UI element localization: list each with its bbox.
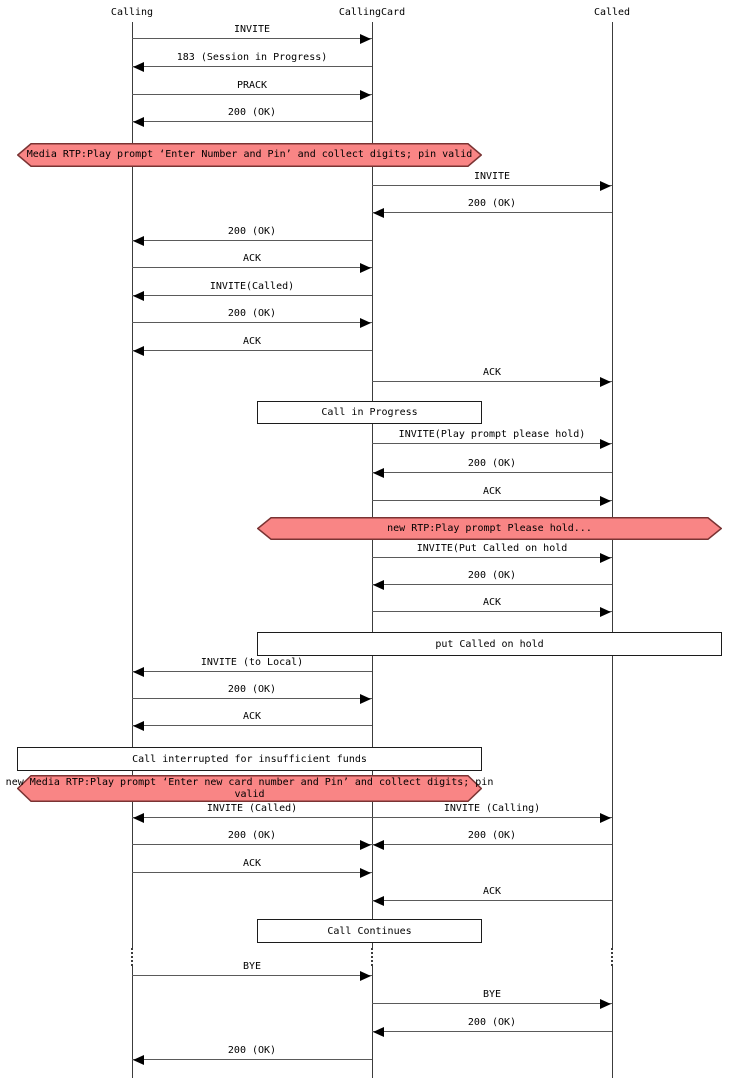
message-label: ACK [242, 858, 262, 869]
action-box-label: Call Continues [327, 925, 412, 937]
message-arrow-shaft [132, 975, 372, 976]
condition-note-text [17, 143, 482, 167]
message-arrow-shaft [132, 698, 372, 699]
message-arrow-shaft [132, 350, 372, 351]
condition-note-line: new RTP:Play prompt Please hold... [387, 522, 592, 534]
message-arrow-shaft [132, 66, 372, 67]
message-label: ACK [242, 711, 262, 722]
message-arrowhead-icon [373, 580, 384, 590]
message-arrow-shaft [132, 844, 372, 845]
message-label: INVITE(Play prompt please hold) [398, 429, 586, 440]
message-arrow-shaft [372, 212, 612, 213]
message-arrow-shaft [372, 1003, 612, 1004]
message-label: 200 (OK) [467, 830, 517, 841]
message-arrowhead-icon [600, 607, 611, 617]
message-label: 200 (OK) [227, 1045, 277, 1056]
message-label: 200 (OK) [467, 198, 517, 209]
condition-note-text [257, 517, 722, 540]
message-arrowhead-icon [360, 263, 371, 273]
message-label: ACK [482, 886, 502, 897]
action-box-label: Call in Progress [321, 407, 418, 418]
condition-note-text [5, 775, 494, 802]
message-arrowhead-icon [360, 971, 371, 981]
message-arrowhead-icon [133, 813, 144, 823]
lifeline-gap-dotted [611, 948, 613, 966]
message-arrowhead-icon [133, 62, 144, 72]
message-arrowhead-icon [133, 346, 144, 356]
message-label: BYE [482, 989, 502, 1000]
condition-note-line: valid [234, 788, 265, 800]
message-arrow-shaft [132, 267, 372, 268]
condition-note-line: Media RTP:Play prompt ‘Enter Number and Pin’ and collect digits; pin valid [26, 149, 473, 160]
message-arrow-shaft [132, 872, 372, 873]
message-label: 183 (Session in Progress) [176, 52, 328, 63]
message-arrowhead-icon [360, 868, 371, 878]
message-label: 200 (OK) [467, 458, 517, 469]
entity-label-callingcard: CallingCard [338, 7, 406, 18]
message-arrow-shaft [372, 500, 612, 501]
message-label: INVITE [233, 24, 271, 35]
message-label: INVITE (Calling) [443, 803, 541, 814]
condition-note [17, 143, 482, 167]
message-label: INVITE (to Local) [200, 657, 304, 668]
action-box [17, 747, 482, 771]
message-arrowhead-icon [133, 291, 144, 301]
message-arrow-shaft [132, 1059, 372, 1060]
message-arrow-shaft [132, 295, 372, 296]
message-arrowhead-icon [373, 208, 384, 218]
message-label: 200 (OK) [227, 684, 277, 695]
message-arrowhead-icon [360, 840, 371, 850]
message-arrow-shaft [372, 844, 612, 845]
message-arrow-shaft [372, 443, 612, 444]
message-arrow-shaft [132, 322, 372, 323]
message-arrowhead-icon [133, 236, 144, 246]
message-arrow-shaft [372, 611, 612, 612]
message-label: INVITE [473, 171, 511, 182]
message-arrow-shaft [372, 817, 612, 818]
condition-note-line: new Media RTP:Play prompt ‘Enter new card number and Pin’ and collect digits; pin [5, 776, 494, 788]
message-arrow-shaft [132, 671, 372, 672]
message-arrowhead-icon [600, 999, 611, 1009]
message-arrow-shaft [372, 1031, 612, 1032]
message-label: 200 (OK) [467, 570, 517, 581]
message-arrowhead-icon [133, 721, 144, 731]
message-label: ACK [482, 367, 502, 378]
message-arrow-shaft [372, 381, 612, 382]
lifeline-called [612, 22, 613, 1078]
message-arrowhead-icon [373, 840, 384, 850]
condition-note [5, 775, 494, 802]
message-label: 200 (OK) [467, 1017, 517, 1028]
message-label: 200 (OK) [227, 830, 277, 841]
action-box [257, 919, 482, 943]
message-arrow-shaft [132, 38, 372, 39]
message-arrowhead-icon [600, 181, 611, 191]
message-label: ACK [242, 253, 262, 264]
message-arrow-shaft [132, 817, 372, 818]
lifeline-gap-dotted [131, 948, 133, 966]
message-arrowhead-icon [373, 468, 384, 478]
entity-label-called: Called [593, 7, 631, 18]
message-label: 200 (OK) [227, 308, 277, 319]
message-label: ACK [242, 336, 262, 347]
action-box [257, 632, 722, 656]
message-arrowhead-icon [600, 813, 611, 823]
message-label: PRACK [236, 80, 268, 91]
message-arrowhead-icon [373, 1027, 384, 1037]
message-arrow-shaft [132, 240, 372, 241]
message-arrowhead-icon [600, 377, 611, 387]
message-arrow-shaft [132, 121, 372, 122]
message-arrowhead-icon [133, 117, 144, 127]
message-arrow-shaft [372, 557, 612, 558]
message-arrowhead-icon [360, 694, 371, 704]
message-arrow-shaft [132, 94, 372, 95]
message-arrow-shaft [372, 900, 612, 901]
message-arrow-shaft [372, 472, 612, 473]
entity-label-calling: Calling [110, 7, 154, 18]
message-arrowhead-icon [360, 318, 371, 328]
message-label: BYE [242, 961, 262, 972]
message-label: 200 (OK) [227, 107, 277, 118]
message-label: ACK [482, 597, 502, 608]
message-arrowhead-icon [360, 90, 371, 100]
message-arrowhead-icon [133, 667, 144, 677]
action-box-label: put Called on hold [435, 638, 544, 650]
message-arrowhead-icon [133, 1055, 144, 1065]
message-label: ACK [482, 486, 502, 497]
message-arrowhead-icon [373, 896, 384, 906]
message-arrow-shaft [132, 725, 372, 726]
message-arrowhead-icon [360, 34, 371, 44]
lifeline-calling [132, 22, 133, 1078]
action-box-label: Call interrupted for insufficient funds [132, 753, 367, 765]
message-arrowhead-icon [600, 553, 611, 563]
message-label: 200 (OK) [227, 226, 277, 237]
message-label: INVITE(Called) [209, 281, 295, 292]
message-arrowhead-icon [600, 439, 611, 449]
message-label: INVITE(Put Called on hold [416, 543, 568, 554]
message-label: INVITE (Called) [206, 803, 298, 814]
message-arrowhead-icon [600, 496, 611, 506]
lifeline-gap-dotted [371, 948, 373, 966]
message-arrow-shaft [372, 584, 612, 585]
condition-note [257, 517, 722, 540]
message-arrow-shaft [372, 185, 612, 186]
action-box [257, 401, 482, 424]
